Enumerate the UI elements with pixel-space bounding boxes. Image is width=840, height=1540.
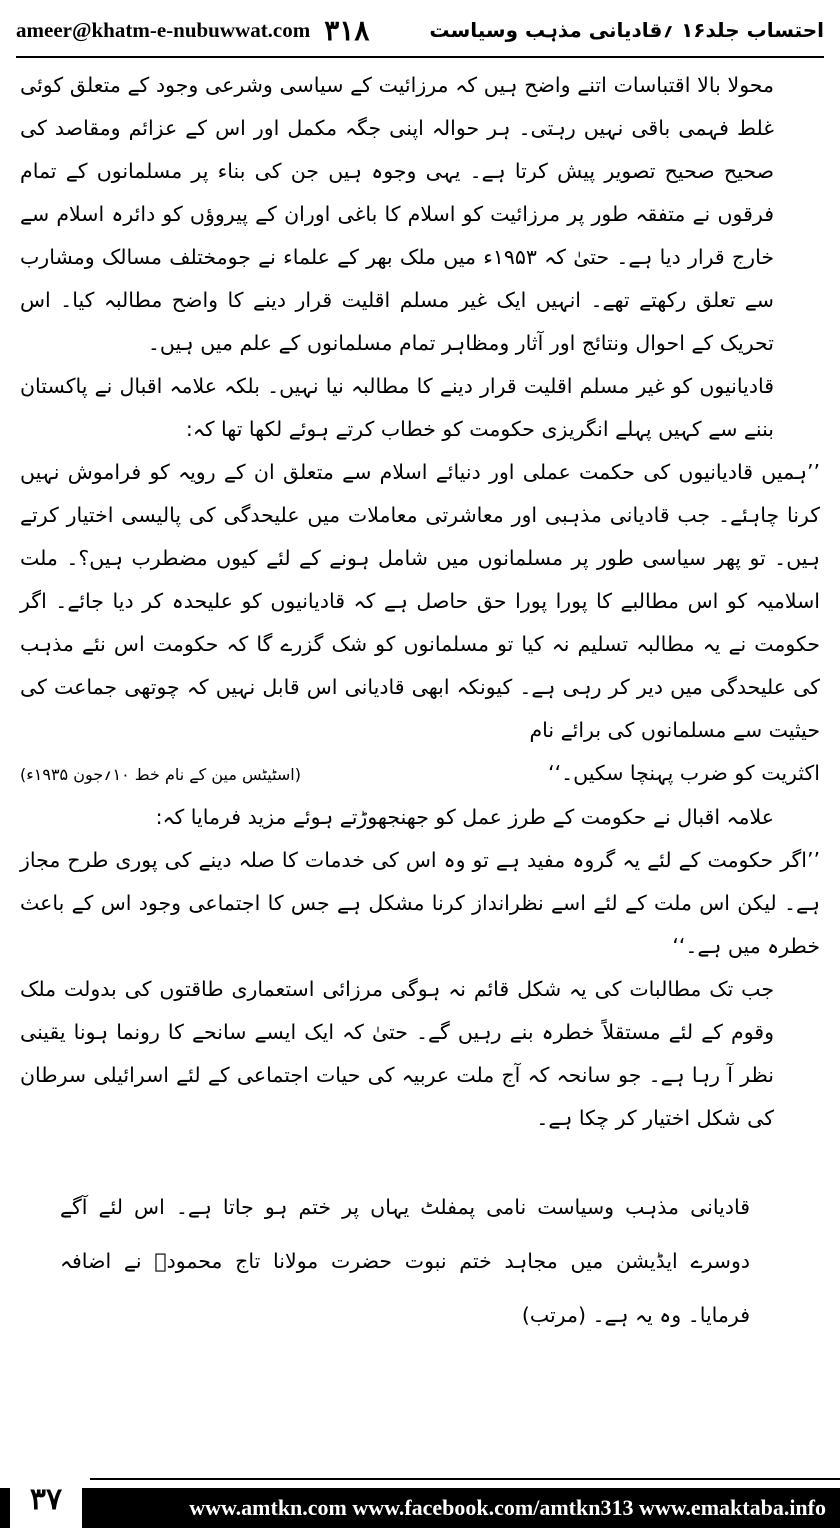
page-header (16, 8, 824, 52)
header-book-title: احتساب جلد۱۶ ؍قادیانی مذہب وسیاست (429, 18, 824, 42)
iqbal-quote-1: ’’ہمیں قادیانیوں کی حکمت عملی اور دنیائے اسلام سے متعلق ان کے رویہ کو فراموش نہیں کرنا چاہئے۔ جب قادیانی مذہبی اور معاشرتی معاملات میں علیحدگی کی پالیسی اختیار کرتے ہیں۔ تو پھر سیاسی طور پر مسلمانوں میں شامل ہونے کے لئے کیوں مضطرب ہیں؟۔ ملت اسلامیہ کو اس مطالبے کا پورا پورا حق حاصل ہے کہ قادیانیوں کو علیحدہ کر دیا جائے۔ اگر حکومت نے یہ مطالبہ تسلیم نہ کیا تو مسلمانوں کو شک گزرے گا کہ حکومت اس نئے مذہب کی علیحدگی میں دیر کر رہی ہے۔ کیونکہ ابھی قادیانی اس قابل نہیں کہ چوتھی جماعت کی حیثیت سے مسلمانوں کی برائے نام (20, 460, 820, 742)
header-email: ameer@khatm-e-nubuwwat.com (16, 17, 311, 42)
citation: (اسٹیٹس مین کے نام خط ۱۰؍جون ۱۹۳۵ء) (20, 765, 301, 784)
body-paragraph-3: علامہ اقبال نے حکومت کے طرز عمل کو جھنجھوڑتے ہوئے مزید فرمایا کہ: (155, 805, 774, 829)
footer-links: www.amtkn.com www.facebook.com/amtkn313 www.emaktaba.info (189, 1495, 826, 1520)
editor-note: قادیانی مذہب وسیاست نامی پمفلٹ یہاں پر ختم ہو جاتا ہے۔ اس لئے آگے دوسرے ایڈیشن میں مجاہد ختم نبوت حضرت مولانا تاج محمودؒ نے اضافہ فرمایا۔ وہ یہ ہے۔ (مرتب) (60, 1195, 750, 1327)
page-body (20, 64, 820, 1460)
footer-page-number: ۳۷ (10, 1470, 82, 1528)
header-page-number: ۳۱۸ (324, 13, 370, 47)
iqbal-quote-2: ’’اگر حکومت کے لئے یہ گروہ مفید ہے تو وہ اس کی خدمات کا صلہ دینے کی پوری طرح مجاز ہے۔ لیکن اس ملت کے لئے اسے نظرانداز کرنا مشکل ہے جس کا اجتماعی وجود اس کے باعث خطرہ میں ہے۔‘‘ (20, 848, 820, 958)
page-footer (0, 1470, 840, 1530)
body-paragraph-1: محولا بالا اقتباسات اتنے واضح ہیں کہ مرزائیت کے سیاسی وشرعی وجود کے متعلق کوئی غلط فہمی باقی نہیں رہتی۔ ہر حوالہ اپنی جگہ مکمل اور اس کے عزائم ومقاصد کی صحیح صحیح تصویر پیش کرتا ہے۔ یہی وجوہ ہیں جن کی بناء پر مسلمانوں کے تمام فرقوں نے متفقہ طور پر مرزائیت کو اسلام کا باغی اوران کے پیروؤں کو دائرہ اسلام سے خارج قرار دیا ہے۔ حتیٰ کہ ۱۹۵۳ء میں ملک بھر کے علماء نے جومختلف مسالک ومشارب سے تعلق رکھتے تھے۔ انہیں ایک غیر مسلم اقلیت قرار دینے کا واضح مطالبہ کیا۔ اس تحریک کے احوال ونتائج اور آثار ومظاہر تمام مسلمانوں کے علم میں ہیں۔ (20, 73, 775, 355)
footer-divider (90, 1478, 840, 1480)
header-divider (16, 56, 824, 58)
body-paragraph-2: قادیانیوں کو غیر مسلم اقلیت قرار دینے کا مطالبہ نیا نہیں۔ بلکہ علامہ اقبال نے پاکستان بننے سے کہیں پہلے انگریزی حکومت کو خطاب کرتے ہوئے لکھا تھا کہ: (20, 374, 774, 441)
body-paragraph-4: جب تک مطالبات کی یہ شکل قائم نہ ہوگی مرزائی استعماری طاقتوں کی بدولت ملک وقوم کے لئے مستقلاً خطرہ بنے رہیں گے۔ حتیٰ کہ ایک ایسے سانحے کا رونما ہونا یقینی نظر آ رہا ہے۔ جو سانحہ کہ آج ملت عربیہ کی حیات اجتماعی کے لئے اسرائیلی سرطان کی شکل اختیار کر چکا ہے۔ (20, 977, 774, 1130)
iqbal-quote-1-end: اکثریت کو ضرب پہنچا سکیں۔‘‘ (548, 761, 820, 785)
footer-bar (0, 1488, 840, 1528)
quote-citation-line (20, 752, 820, 796)
header-left-group (16, 14, 369, 47)
